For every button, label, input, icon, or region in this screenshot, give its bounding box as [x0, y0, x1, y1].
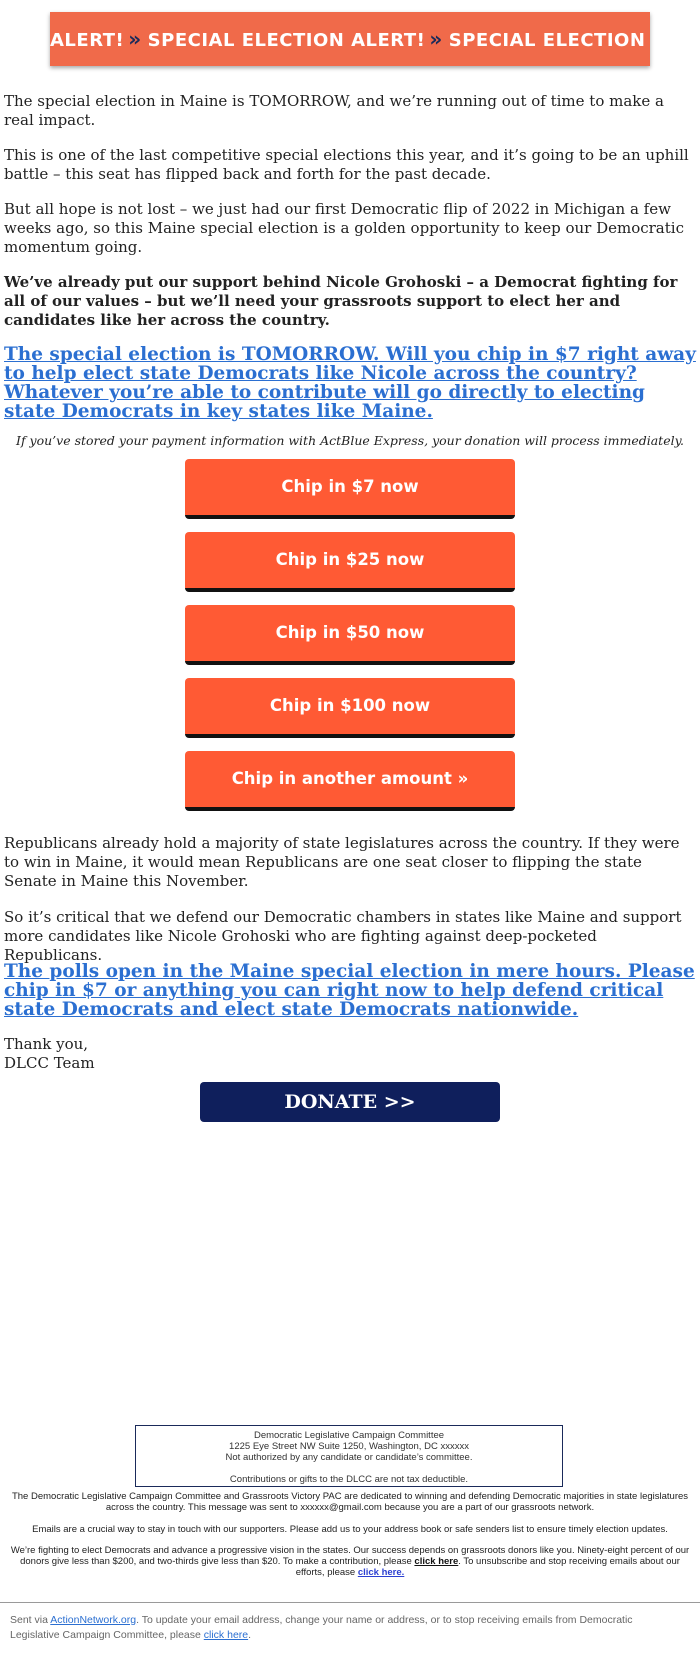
sent-text: .	[248, 1629, 252, 1641]
footer-text: We’re fighting to elect Democrats and advance a progressive vision in the states. Our success depends on grassroots donors like you. Ninety-eight percent of our donors give less than $200, and two-thirds give less than $20. To make a contribution, please	[10, 1545, 690, 1567]
org-name: Democratic Legislative Campaign Committee	[253, 1430, 445, 1441]
sent-via-note	[10, 1613, 680, 1643]
org-address: 1225 Eye Street NW Suite 1250, Washington, DC xxxxxx	[229, 1441, 469, 1452]
manage-subscription-link[interactable]: click here	[203, 1629, 249, 1641]
signoff-thanks: Thank you,	[4, 1035, 89, 1053]
body-paragraph: The special election in Maine is TOMORROW, and we’re running out of time to make a real impact.	[4, 92, 664, 129]
donate-button[interactable]: DONATE >>	[200, 1082, 500, 1122]
donate-appeal-link[interactable]: The special election is TOMORROW. Will you chip in $7 right away to help elect state Democrats like Nicole across the country? Whatever you’re able to contribute will go directly to electing state Democrats in key states like Maine.	[4, 344, 696, 422]
body-paragraph: Republicans already hold a majority of state legislatures across the country. If they were to win in Maine, it would mean Republicans are one seat closer to flipping the state Senate in Maine this November.	[4, 834, 680, 890]
body-paragraph: But all hope is not lost – we just had our first Democratic flip of 2022 in Michigan a few weeks ago, so this Maine special election is a golden opportunity to keep our Democratic momentum going.	[4, 200, 684, 256]
contribute-link[interactable]: click here	[414, 1556, 459, 1567]
banner-text: ALERT!	[50, 30, 125, 51]
authorization-note: Not authorized by any candidate or candidate’s committee.	[225, 1452, 473, 1463]
body-paragraph-bold: We’ve already put our support behind Nicole Grohoski – a Democrat fighting for all of our values – but we’ll need your grassroots support to elect her and candidates like her across the country.	[4, 273, 678, 329]
body-paragraph: This is one of the last competitive special elections this year, and it’s going to be an uphill battle – this seat has flipped back and forth for the past decade.	[4, 146, 689, 183]
banner-text: SPECIAL ELECTION	[448, 30, 646, 51]
body-paragraph: So it’s critical that we defend our Democratic chambers in states like Maine and support more candidates like Nicole Grohoski who are fighting against deep-pocketed Republicans.	[4, 908, 682, 964]
sent-text: . To update your email address, change your name or address, or to stop receiving emails from Democratic Legislative Campaign Committee, please	[10, 1614, 633, 1641]
banner-text: SPECIAL ELECTION ALERT!	[147, 30, 426, 51]
address-box	[135, 1425, 563, 1487]
signoff-sender: DLCC Team	[4, 1054, 95, 1072]
chevron-right-icon: »	[128, 27, 142, 51]
actionnetwork-link[interactable]: ActionNetwork.org	[50, 1614, 137, 1626]
footer-divider	[0, 1602, 700, 1603]
alert-banner[interactable]	[50, 12, 650, 66]
unsubscribe-link[interactable]: click here.	[357, 1567, 405, 1578]
donate-appeal-link[interactable]: The polls open in the Maine special election in mere hours. Please chip in $7 or anything you can right now to help defend critical state Democrats and elect state Democrats nationwide.	[4, 961, 695, 1020]
chip-in-7-button[interactable]: Chip in $7 now	[185, 459, 515, 519]
chip-in-other-amount-button[interactable]: Chip in another amount »	[185, 751, 515, 811]
footer-text: . To unsubscribe and stop receiving emails about our efforts, please	[295, 1556, 680, 1578]
chip-in-50-button[interactable]: Chip in $50 now	[185, 605, 515, 665]
footer-disclaimer	[6, 1545, 694, 1578]
chevron-right-icon: »	[429, 27, 443, 51]
chip-in-25-button[interactable]: Chip in $25 now	[185, 532, 515, 592]
tax-note: Contributions or gifts to the DLCC are not tax deductible.	[229, 1474, 469, 1485]
footer-disclaimer: Emails are a crucial way to stay in touch with our supporters. Please add us to your address book or safe senders list to ensure timely election updates.	[32, 1524, 668, 1535]
sent-text: Sent via	[10, 1614, 51, 1626]
chip-in-100-button[interactable]: Chip in $100 now	[185, 678, 515, 738]
footer-disclaimer: The Democratic Legislative Campaign Committee and Grassroots Victory PAC are dedicated to winning and defending Democratic majorities in state legislatures across the country. This message was sent to xxxxxx@gmail.com because you are a part of our grassroots network.	[11, 1491, 689, 1513]
actblue-express-note: If you’ve stored your payment information with ActBlue Express, your donation will process immediately.	[16, 433, 684, 448]
